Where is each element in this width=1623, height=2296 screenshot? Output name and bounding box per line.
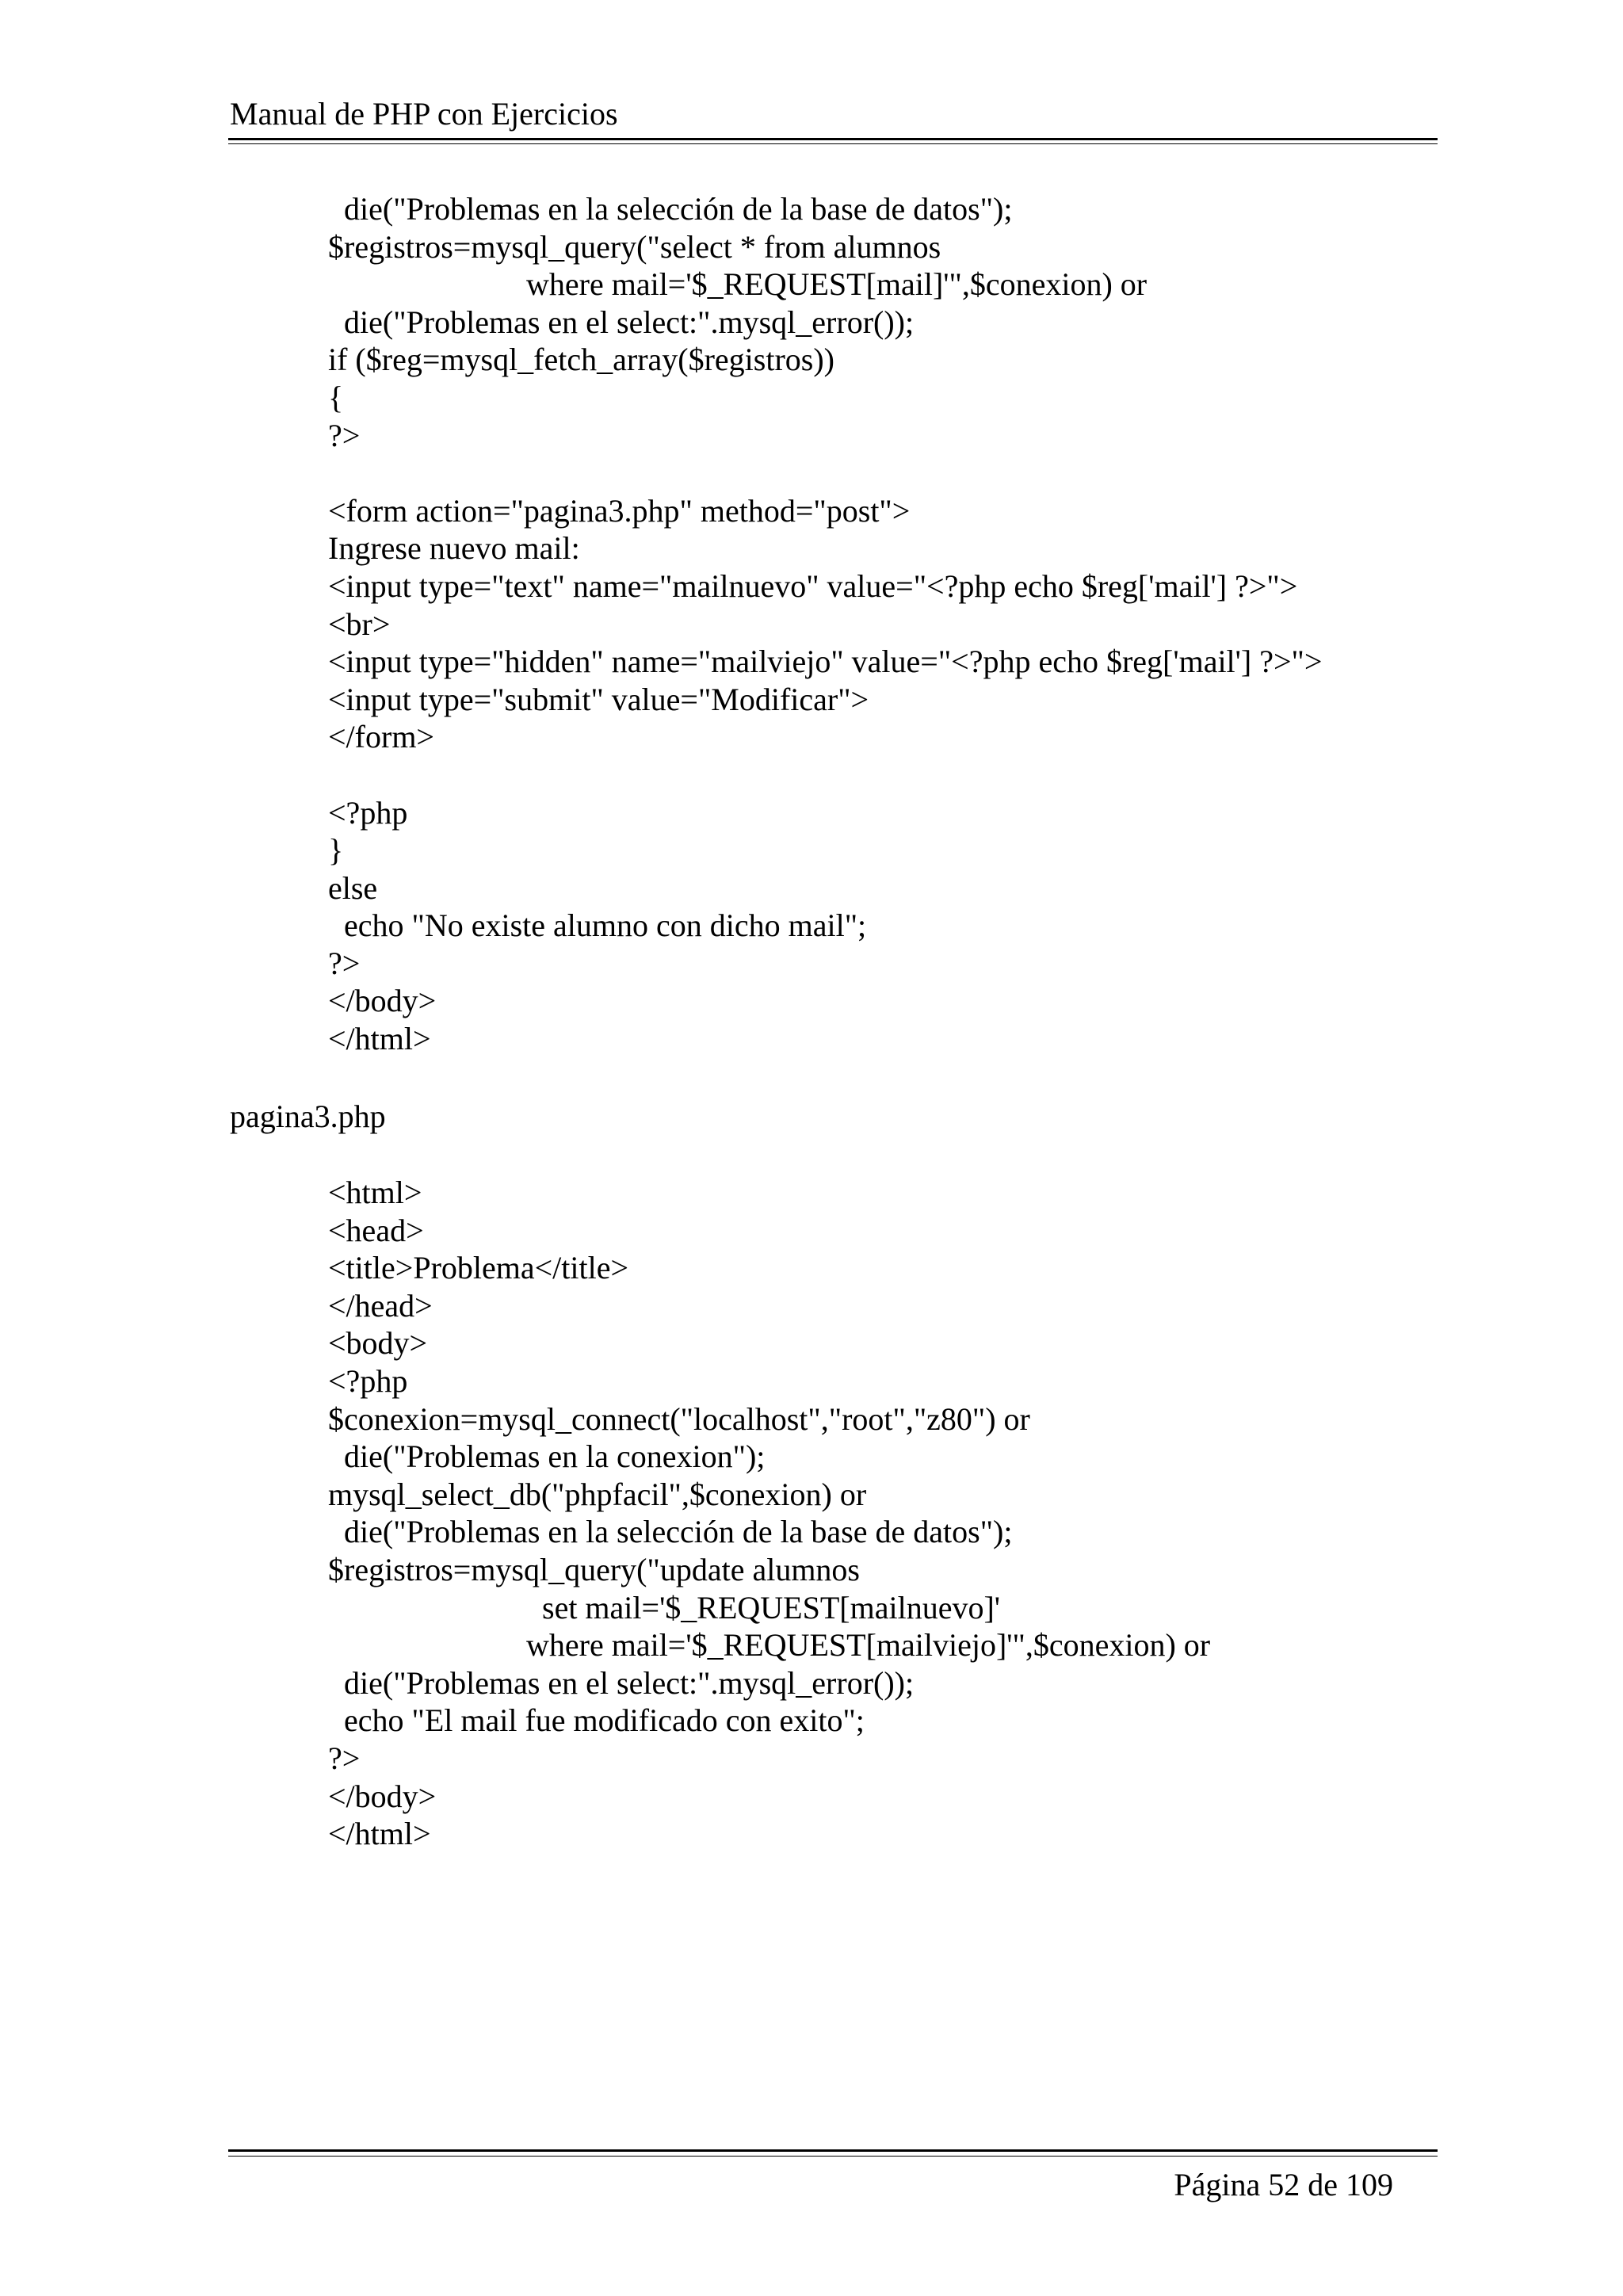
code-line: } [328, 832, 344, 869]
code-line: ?> [328, 1740, 361, 1776]
code-line: </html> [328, 1816, 431, 1852]
code-line: echo "El mail fue modificado con exito"; [328, 1702, 865, 1739]
code-line: <form action="pagina3.php" method="post"> [328, 492, 911, 529]
code-line: else [328, 869, 378, 906]
code-line: </html> [328, 1021, 431, 1057]
code-line: <?php [328, 794, 408, 831]
code-block-continuation [328, 190, 1322, 1058]
code-line: <input type="hidden" name="mailviejo" value="<?php echo $reg['mail'] ?>"> [328, 644, 1323, 680]
code-line: <body> [328, 1325, 428, 1362]
code-line: mysql_select_db("phpfacil",$conexion) or [328, 1476, 867, 1512]
page-number: Página 52 de 109 [1174, 2167, 1393, 2202]
code-line: ?> [328, 417, 361, 453]
code-line: <head> [328, 1212, 424, 1248]
code-line: $registros=mysql_query("update alumnos [328, 1551, 860, 1587]
code-line: die("Problemas en la selección de la base de datos"); [328, 191, 1013, 227]
code-line: Ingrese nuevo mail: [328, 530, 580, 567]
header-rule-thick [228, 138, 1438, 140]
code-line: <input type="submit" value="Modificar"> [328, 681, 869, 717]
code-line: $registros=mysql_query("select * from alumnos [328, 228, 941, 265]
code-line: $conexion=mysql_connect("localhost","root","z80") or [328, 1400, 1030, 1437]
code-line: where mail='$_REQUEST[mail]'",$conexion) or [328, 266, 1148, 303]
code-line: <html> [328, 1175, 422, 1210]
code-line: { [328, 379, 344, 415]
code-line [328, 756, 1322, 794]
code-line: echo "No existe alumno con dicho mail"; [328, 907, 867, 944]
code-line: where mail='$_REQUEST[mailviejo]'",$conexion) or [328, 1627, 1211, 1664]
code-line: </body> [328, 983, 437, 1019]
code-line: </head> [328, 1287, 433, 1324]
code-line: die("Problemas en la conexion"); [328, 1438, 766, 1475]
code-line: ?> [328, 945, 361, 981]
code-line: <br> [328, 606, 391, 642]
code-line: die("Problemas en el select:".mysql_error()); [328, 304, 915, 340]
code-line: die("Problemas en la selección de la base de datos"); [328, 1514, 1013, 1550]
code-line: <?php [328, 1362, 408, 1399]
code-line: <title>Problema</title> [328, 1250, 629, 1286]
code-line: </form> [328, 719, 434, 755]
page-header-title: Manual de PHP con Ejercicios [230, 96, 618, 132]
footer-rule-thick [228, 2149, 1438, 2152]
code-line: </body> [328, 1778, 437, 1814]
code-line: set mail='$_REQUEST[mailnuevo]' [328, 1589, 1000, 1626]
footer-rule-thin [228, 2156, 1438, 2157]
code-line: die("Problemas en el select:".mysql_error()); [328, 1664, 915, 1701]
code-line: <input type="text" name="mailnuevo" value="<?php echo $reg['mail'] ?>"> [328, 567, 1298, 604]
code-block-pagina3 [328, 1174, 1210, 1853]
code-line [328, 454, 1322, 492]
section-heading-pagina3: pagina3.php [230, 1098, 386, 1134]
header-rule-thin [228, 143, 1438, 144]
code-line: if ($reg=mysql_fetch_array($registros)) [328, 342, 834, 378]
